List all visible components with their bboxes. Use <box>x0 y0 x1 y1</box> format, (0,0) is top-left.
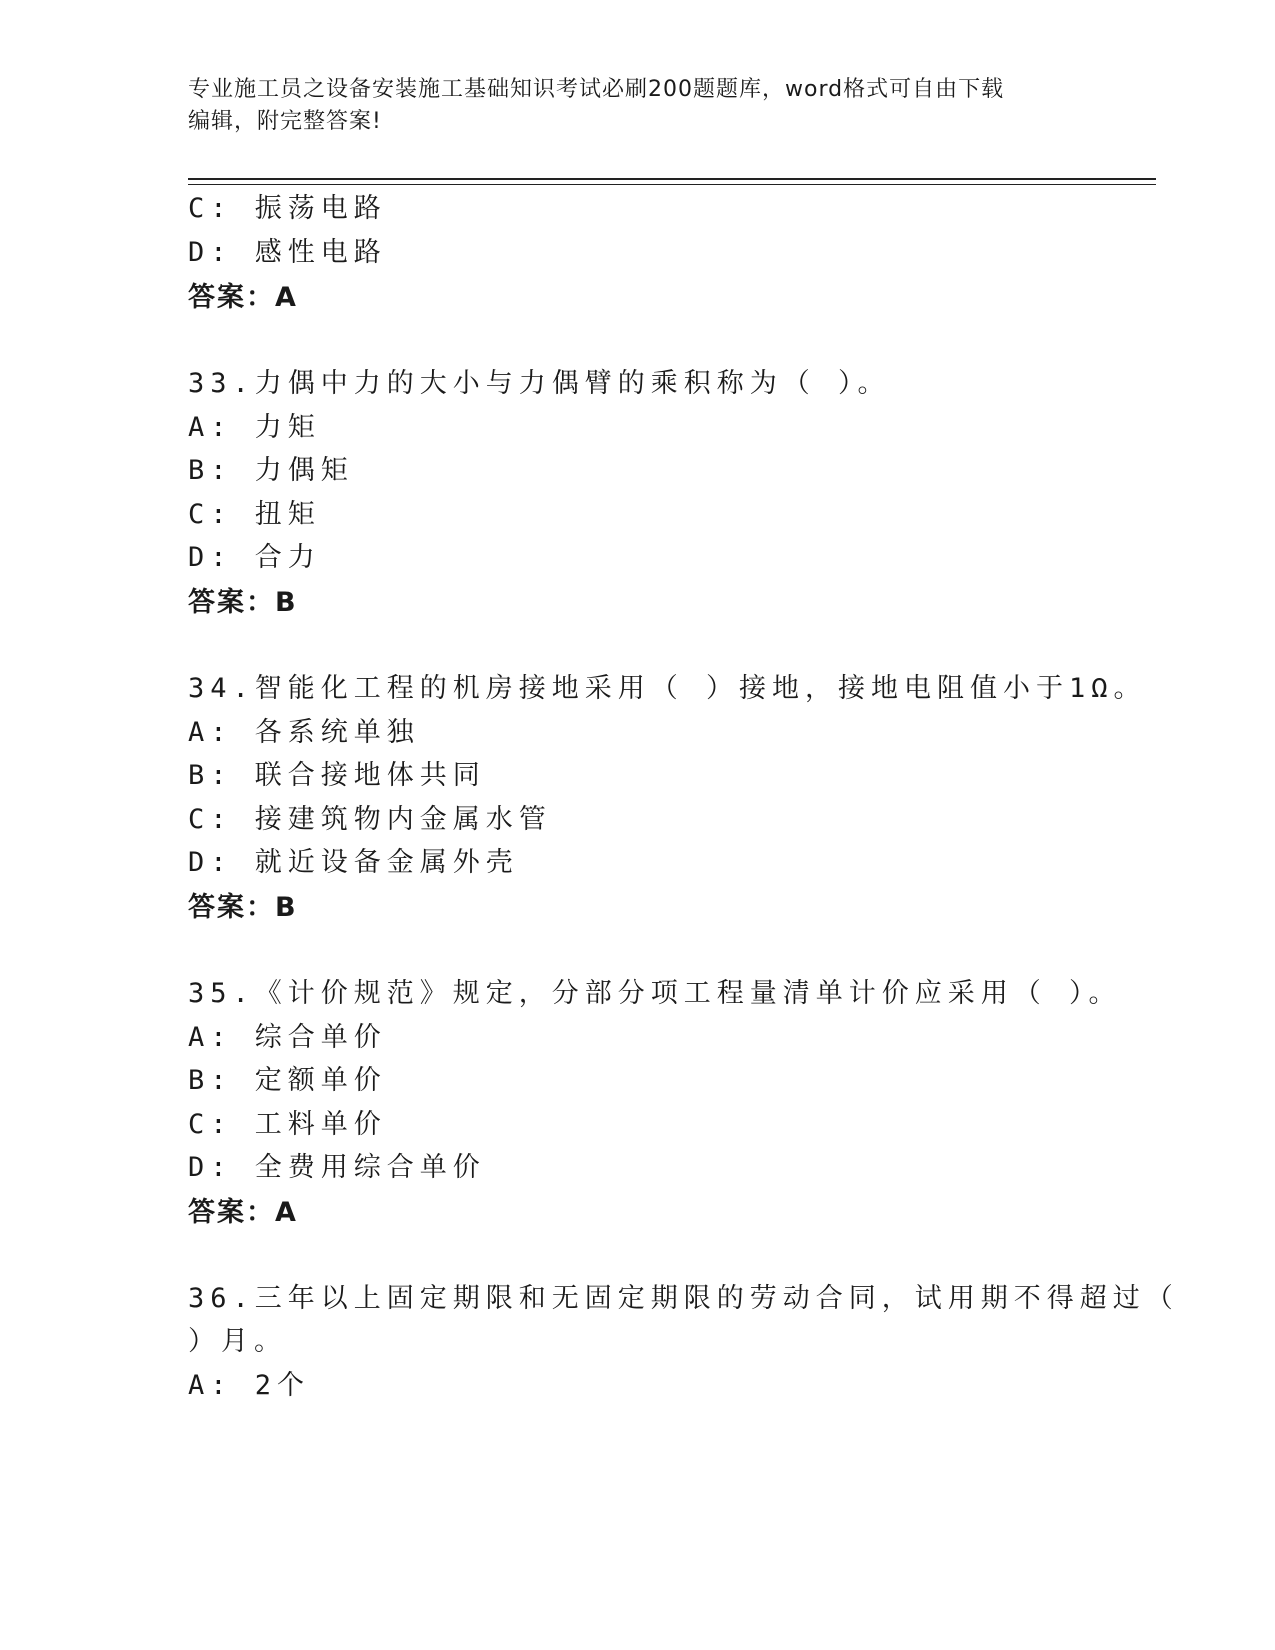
question-35-option-c: C: 工料单价 <box>188 1109 387 1140</box>
question-36-stem-line2: ）月。 <box>188 1326 287 1357</box>
question-34-option-b: B: 联合接地体共同 <box>188 760 486 791</box>
header-divider-thick <box>188 178 1156 180</box>
document-header <box>188 74 1088 138</box>
question-35-answer: 答案：A <box>188 1197 298 1228</box>
question-35-option-a: A: 综合单价 <box>188 1022 387 1053</box>
question-34-stem: 34.智能化工程的机房接地采用（ ）接地，接地电阻值小于1Ω。 <box>188 673 1147 704</box>
question-33-answer: 答案：B <box>188 587 298 618</box>
question-35-stem: 35.《计价规范》规定，分部分项工程量清单计价应采用（ ）。 <box>188 978 1122 1009</box>
header-divider-thin <box>188 184 1156 185</box>
question-36-stem-line1: 36.三年以上固定期限和无固定期限的劳动合同，试用期不得超过（ <box>188 1283 1179 1314</box>
question-35-option-b: B: 定额单价 <box>188 1065 387 1096</box>
answer-label: 答案：A <box>188 282 298 313</box>
option-d: D: 感性电路 <box>188 237 387 268</box>
question-33-option-c: C: 扭矩 <box>188 499 321 530</box>
question-33-stem: 33.力偶中力的大小与力偶臂的乘积称为（ ）。 <box>188 368 891 399</box>
question-34-option-a: A: 各系统单独 <box>188 717 420 748</box>
header-title-line2: 编辑，附完整答案! <box>188 109 382 134</box>
question-34-answer: 答案：B <box>188 892 298 923</box>
question-35-option-d: D: 全费用综合单价 <box>188 1152 486 1183</box>
header-title-line1: 专业施工员之设备安装施工基础知识考试必刷200题题库，word格式可自由下载 <box>188 77 1005 102</box>
question-33-option-d: D: 合力 <box>188 542 321 573</box>
option-c: C: 振荡电路 <box>188 193 387 224</box>
question-34-option-d: D: 就近设备金属外壳 <box>188 847 519 878</box>
question-33-option-b: B: 力偶矩 <box>188 455 354 486</box>
question-36-option-a: A: 2个 <box>188 1370 311 1401</box>
question-33-option-a: A: 力矩 <box>188 412 321 443</box>
question-34-option-c: C: 接建筑物内金属水管 <box>188 804 552 835</box>
